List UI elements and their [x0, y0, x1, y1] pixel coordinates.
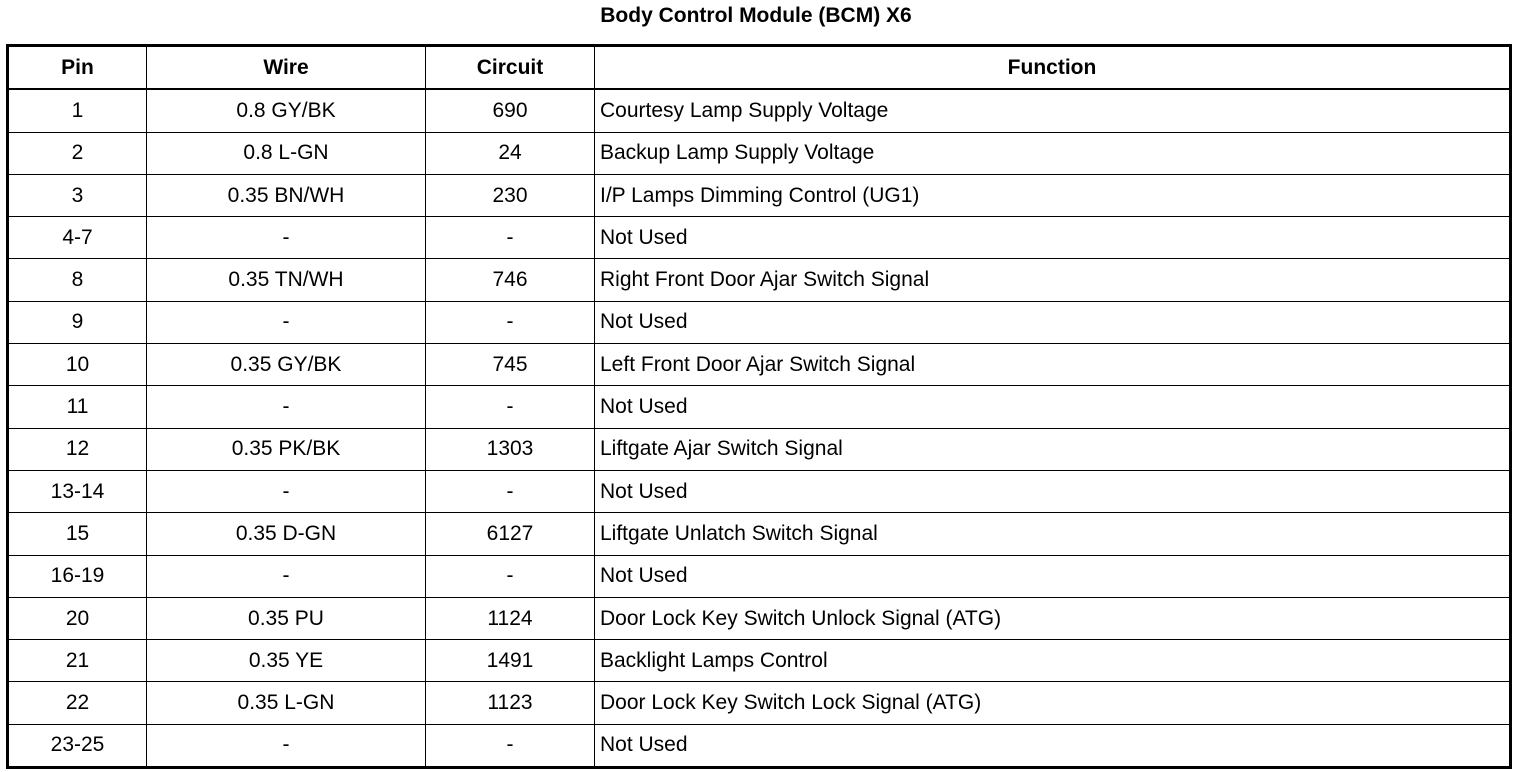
cell-circuit: 746: [426, 259, 595, 301]
table-row: [8, 132, 1511, 174]
table-row: [8, 89, 1511, 132]
cell-function: Courtesy Lamp Supply Voltage: [595, 89, 1511, 132]
cell-pin: 2: [8, 132, 147, 174]
cell-function: I/P Lamps Dimming Control (UG1): [595, 174, 1511, 216]
table-row: [8, 555, 1511, 597]
cell-circuit: -: [426, 470, 595, 512]
cell-pin: 13-14: [8, 470, 147, 512]
cell-pin: 3: [8, 174, 147, 216]
cell-circuit: 1124: [426, 597, 595, 639]
cell-wire: 0.35 L-GN: [147, 682, 426, 724]
cell-circuit: -: [426, 555, 595, 597]
table-row: [8, 386, 1511, 428]
cell-wire: 0.35 PK/BK: [147, 428, 426, 470]
cell-circuit: 1303: [426, 428, 595, 470]
cell-function: Left Front Door Ajar Switch Signal: [595, 344, 1511, 386]
cell-wire: -: [147, 301, 426, 343]
cell-pin: 23-25: [8, 724, 147, 767]
table-body: [8, 89, 1511, 767]
cell-wire: 0.35 YE: [147, 640, 426, 682]
table-row: [8, 597, 1511, 639]
cell-wire: 0.35 PU: [147, 597, 426, 639]
cell-function: Liftgate Unlatch Switch Signal: [595, 513, 1511, 555]
cell-circuit: 1491: [426, 640, 595, 682]
table-row: [8, 682, 1511, 724]
cell-circuit: -: [426, 217, 595, 259]
cell-function: Door Lock Key Switch Lock Signal (ATG): [595, 682, 1511, 724]
page-title: Body Control Module (BCM) X6: [600, 4, 912, 27]
cell-circuit: 230: [426, 174, 595, 216]
cell-circuit: 6127: [426, 513, 595, 555]
cell-function: Not Used: [595, 470, 1511, 512]
table-row: [8, 470, 1511, 512]
cell-wire: -: [147, 386, 426, 428]
header-pin: Pin: [8, 46, 147, 90]
cell-pin: 4-7: [8, 217, 147, 259]
table-row: [8, 344, 1511, 386]
table-row: [8, 428, 1511, 470]
cell-function: Not Used: [595, 555, 1511, 597]
cell-circuit: -: [426, 724, 595, 767]
header-circuit: Circuit: [426, 46, 595, 90]
cell-function: Not Used: [595, 724, 1511, 767]
cell-circuit: 1123: [426, 682, 595, 724]
cell-circuit: -: [426, 386, 595, 428]
table-header-row: [8, 46, 1511, 90]
cell-wire: 0.35 GY/BK: [147, 344, 426, 386]
table-row: [8, 724, 1511, 767]
cell-function: Right Front Door Ajar Switch Signal: [595, 259, 1511, 301]
cell-pin: 20: [8, 597, 147, 639]
cell-pin: 11: [8, 386, 147, 428]
connector-pinout-table: [6, 44, 1512, 769]
cell-function: Not Used: [595, 217, 1511, 259]
cell-pin: 21: [8, 640, 147, 682]
cell-wire: 0.8 L-GN: [147, 132, 426, 174]
cell-pin: 12: [8, 428, 147, 470]
cell-pin: 10: [8, 344, 147, 386]
cell-pin: 9: [8, 301, 147, 343]
table-row: [8, 640, 1511, 682]
table-row: [8, 513, 1511, 555]
table-row: [8, 301, 1511, 343]
cell-wire: 0.35 D-GN: [147, 513, 426, 555]
cell-circuit: 24: [426, 132, 595, 174]
cell-function: Door Lock Key Switch Unlock Signal (ATG): [595, 597, 1511, 639]
cell-pin: 8: [8, 259, 147, 301]
cell-circuit: -: [426, 301, 595, 343]
cell-function: Not Used: [595, 301, 1511, 343]
cell-wire: -: [147, 470, 426, 512]
table-row: [8, 217, 1511, 259]
cell-pin: 1: [8, 89, 147, 132]
cell-pin: 22: [8, 682, 147, 724]
cell-wire: 0.35 BN/WH: [147, 174, 426, 216]
cell-wire: 0.8 GY/BK: [147, 89, 426, 132]
cell-function: Backup Lamp Supply Voltage: [595, 132, 1511, 174]
cell-pin: 16-19: [8, 555, 147, 597]
cell-circuit: 745: [426, 344, 595, 386]
header-function: Function: [595, 46, 1511, 90]
cell-function: Liftgate Ajar Switch Signal: [595, 428, 1511, 470]
table-row: [8, 174, 1511, 216]
cell-wire: 0.35 TN/WH: [147, 259, 426, 301]
cell-pin: 15: [8, 513, 147, 555]
cell-function: Not Used: [595, 386, 1511, 428]
cell-function: Backlight Lamps Control: [595, 640, 1511, 682]
table-row: [8, 259, 1511, 301]
cell-wire: -: [147, 555, 426, 597]
cell-wire: -: [147, 217, 426, 259]
header-wire: Wire: [147, 46, 426, 90]
cell-circuit: 690: [426, 89, 595, 132]
cell-wire: -: [147, 724, 426, 767]
